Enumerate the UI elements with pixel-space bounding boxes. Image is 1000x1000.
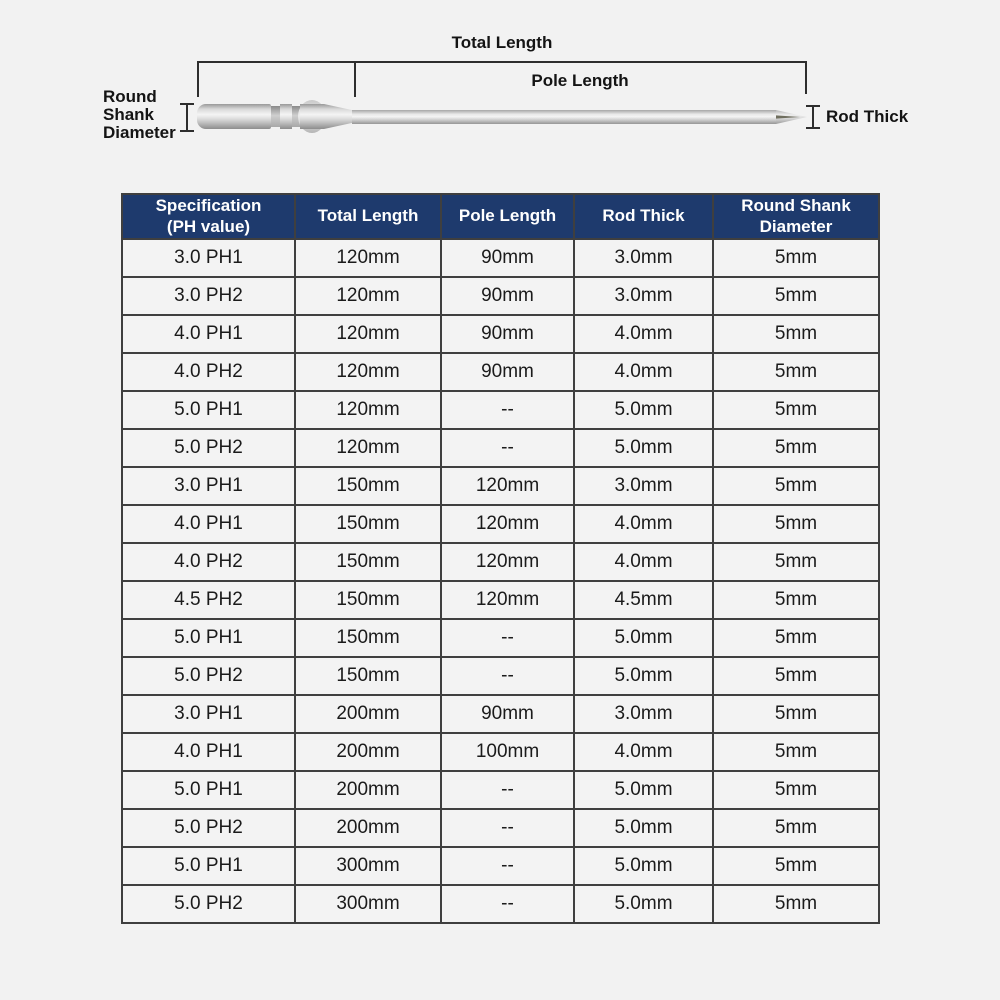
- cell-specification: 3.0 PH1: [122, 239, 295, 277]
- header-round-shank-line2: Diameter: [759, 216, 833, 236]
- cell-rod-thick: 4.0mm: [574, 315, 713, 353]
- table-row: [122, 353, 879, 391]
- shank-diameter-dimension-line: [186, 104, 188, 132]
- table-row: [122, 315, 879, 353]
- cell-specification: 4.0 PH1: [122, 315, 295, 353]
- cell-total-length: 300mm: [295, 847, 441, 885]
- bit-rod: [352, 110, 776, 124]
- cell-rod-thick: 5.0mm: [574, 885, 713, 923]
- bit-groove: [271, 106, 280, 127]
- cell-specification: 5.0 PH2: [122, 809, 295, 847]
- cell-pole-length: --: [441, 847, 574, 885]
- cell-pole-length: 120mm: [441, 543, 574, 581]
- cell-round-shank-diameter: 5mm: [713, 429, 879, 467]
- cell-specification: 4.0 PH2: [122, 353, 295, 391]
- table-row: [122, 733, 879, 771]
- table-row: [122, 277, 879, 315]
- cell-round-shank-diameter: 5mm: [713, 505, 879, 543]
- cell-total-length: 120mm: [295, 429, 441, 467]
- cell-rod-thick: 3.0mm: [574, 467, 713, 505]
- cell-rod-thick: 4.5mm: [574, 581, 713, 619]
- table-row: [122, 391, 879, 429]
- table-row: [122, 543, 879, 581]
- cell-rod-thick: 4.0mm: [574, 733, 713, 771]
- pole-length-label: Pole Length: [531, 71, 629, 90]
- cell-round-shank-diameter: 5mm: [713, 239, 879, 277]
- shank-diameter-tick-top: [180, 103, 194, 105]
- cell-pole-length: 90mm: [441, 695, 574, 733]
- cell-pole-length: 90mm: [441, 353, 574, 391]
- shank-diameter-tick-bottom: [180, 130, 194, 132]
- cell-total-length: 150mm: [295, 581, 441, 619]
- table-row: [122, 695, 879, 733]
- rod-thick-label: Rod Thick: [826, 107, 909, 126]
- cell-total-length: 300mm: [295, 885, 441, 923]
- table-row: [122, 239, 879, 277]
- header-rod-thick: Rod Thick: [574, 194, 713, 239]
- cell-specification: 4.0 PH2: [122, 543, 295, 581]
- cell-total-length: 200mm: [295, 733, 441, 771]
- cell-pole-length: --: [441, 657, 574, 695]
- table-row: [122, 885, 879, 923]
- cell-rod-thick: 5.0mm: [574, 847, 713, 885]
- cell-pole-length: 90mm: [441, 315, 574, 353]
- cell-rod-thick: 5.0mm: [574, 391, 713, 429]
- cell-specification: 5.0 PH1: [122, 391, 295, 429]
- cell-round-shank-diameter: 5mm: [713, 619, 879, 657]
- total-length-bracket-line: [197, 61, 807, 63]
- cell-specification: 5.0 PH2: [122, 429, 295, 467]
- cell-rod-thick: 4.0mm: [574, 353, 713, 391]
- rod-thick-tick-bottom: [806, 127, 820, 129]
- cell-rod-thick: 4.0mm: [574, 505, 713, 543]
- cell-rod-thick: 5.0mm: [574, 619, 713, 657]
- cell-round-shank-diameter: 5mm: [713, 885, 879, 923]
- rod-thick-tick-top: [806, 105, 820, 107]
- bracket-tick-left: [197, 61, 199, 97]
- cell-round-shank-diameter: 5mm: [713, 467, 879, 505]
- cell-total-length: 150mm: [295, 657, 441, 695]
- header-round-shank-diameter: [713, 194, 879, 239]
- cell-specification: 5.0 PH2: [122, 657, 295, 695]
- round-shank-label-line1: Round: [103, 87, 157, 106]
- cell-specification: 5.0 PH1: [122, 771, 295, 809]
- cell-pole-length: --: [441, 429, 574, 467]
- table-row: [122, 771, 879, 809]
- cell-rod-thick: 3.0mm: [574, 277, 713, 315]
- cell-rod-thick: 5.0mm: [574, 771, 713, 809]
- cell-rod-thick: 5.0mm: [574, 429, 713, 467]
- cell-rod-thick: 5.0mm: [574, 657, 713, 695]
- cell-pole-length: 90mm: [441, 239, 574, 277]
- cell-pole-length: 90mm: [441, 277, 574, 315]
- total-length-label: Total Length: [451, 33, 553, 52]
- cell-specification: 4.5 PH2: [122, 581, 295, 619]
- cell-round-shank-diameter: 5mm: [713, 315, 879, 353]
- cell-pole-length: --: [441, 391, 574, 429]
- cell-round-shank-diameter: 5mm: [713, 809, 879, 847]
- cell-specification: 5.0 PH1: [122, 847, 295, 885]
- header-total-length: Total Length: [295, 194, 441, 239]
- bit-taper: [324, 104, 354, 129]
- table-header-row: [122, 194, 879, 239]
- cell-round-shank-diameter: 5mm: [713, 657, 879, 695]
- cell-specification: 4.0 PH1: [122, 505, 295, 543]
- cell-specification: 3.0 PH2: [122, 277, 295, 315]
- round-shank-label-line3: Diameter: [103, 123, 176, 142]
- table-row: [122, 657, 879, 695]
- cell-total-length: 150mm: [295, 505, 441, 543]
- header-specification-line2: (PH value): [166, 216, 251, 236]
- cell-round-shank-diameter: 5mm: [713, 847, 879, 885]
- cell-total-length: 200mm: [295, 695, 441, 733]
- cell-pole-length: 120mm: [441, 581, 574, 619]
- cell-round-shank-diameter: 5mm: [713, 733, 879, 771]
- table-row: [122, 809, 879, 847]
- cell-round-shank-diameter: 5mm: [713, 277, 879, 315]
- cell-total-length: 120mm: [295, 391, 441, 429]
- cell-specification: 5.0 PH2: [122, 885, 295, 923]
- cell-specification: 3.0 PH1: [122, 695, 295, 733]
- round-shank-label-line2: Shank: [103, 105, 155, 124]
- cell-pole-length: 120mm: [441, 467, 574, 505]
- spec-table-body: [122, 239, 879, 923]
- bit-shank: [197, 104, 271, 129]
- header-round-shank-line1: Round Shank: [741, 196, 851, 216]
- cell-total-length: 120mm: [295, 277, 441, 315]
- cell-total-length: 120mm: [295, 315, 441, 353]
- cell-total-length: 200mm: [295, 809, 441, 847]
- cell-round-shank-diameter: 5mm: [713, 581, 879, 619]
- cell-pole-length: --: [441, 771, 574, 809]
- cell-specification: 3.0 PH1: [122, 467, 295, 505]
- rod-thick-dimension-line: [812, 106, 814, 129]
- bit-dimension-diagram: [0, 0, 1000, 180]
- table-row: [122, 505, 879, 543]
- cell-rod-thick: 3.0mm: [574, 239, 713, 277]
- cell-round-shank-diameter: 5mm: [713, 353, 879, 391]
- cell-total-length: 150mm: [295, 543, 441, 581]
- bit-ring: [280, 104, 292, 129]
- cell-pole-length: --: [441, 809, 574, 847]
- cell-specification: 5.0 PH1: [122, 619, 295, 657]
- cell-total-length: 150mm: [295, 619, 441, 657]
- header-pole-length: Pole Length: [441, 194, 574, 239]
- cell-rod-thick: 4.0mm: [574, 543, 713, 581]
- cell-total-length: 200mm: [295, 771, 441, 809]
- cell-round-shank-diameter: 5mm: [713, 695, 879, 733]
- specification-table: [121, 193, 878, 924]
- table-row: [122, 429, 879, 467]
- table-row: [122, 847, 879, 885]
- cell-round-shank-diameter: 5mm: [713, 391, 879, 429]
- cell-pole-length: 120mm: [441, 505, 574, 543]
- table-row: [122, 619, 879, 657]
- header-specification: [122, 194, 295, 239]
- cell-total-length: 120mm: [295, 239, 441, 277]
- cell-pole-length: --: [441, 619, 574, 657]
- cell-pole-length: --: [441, 885, 574, 923]
- cell-total-length: 120mm: [295, 353, 441, 391]
- cell-round-shank-diameter: 5mm: [713, 771, 879, 809]
- table-row: [122, 467, 879, 505]
- round-shank-diameter-label: [103, 88, 176, 142]
- cell-round-shank-diameter: 5mm: [713, 543, 879, 581]
- bit-collar: [300, 104, 324, 129]
- header-specification-line1: Specification: [155, 196, 262, 216]
- table-row: [122, 581, 879, 619]
- cell-total-length: 150mm: [295, 467, 441, 505]
- cell-rod-thick: 3.0mm: [574, 695, 713, 733]
- cell-pole-length: 100mm: [441, 733, 574, 771]
- cell-rod-thick: 5.0mm: [574, 809, 713, 847]
- cell-specification: 4.0 PH1: [122, 733, 295, 771]
